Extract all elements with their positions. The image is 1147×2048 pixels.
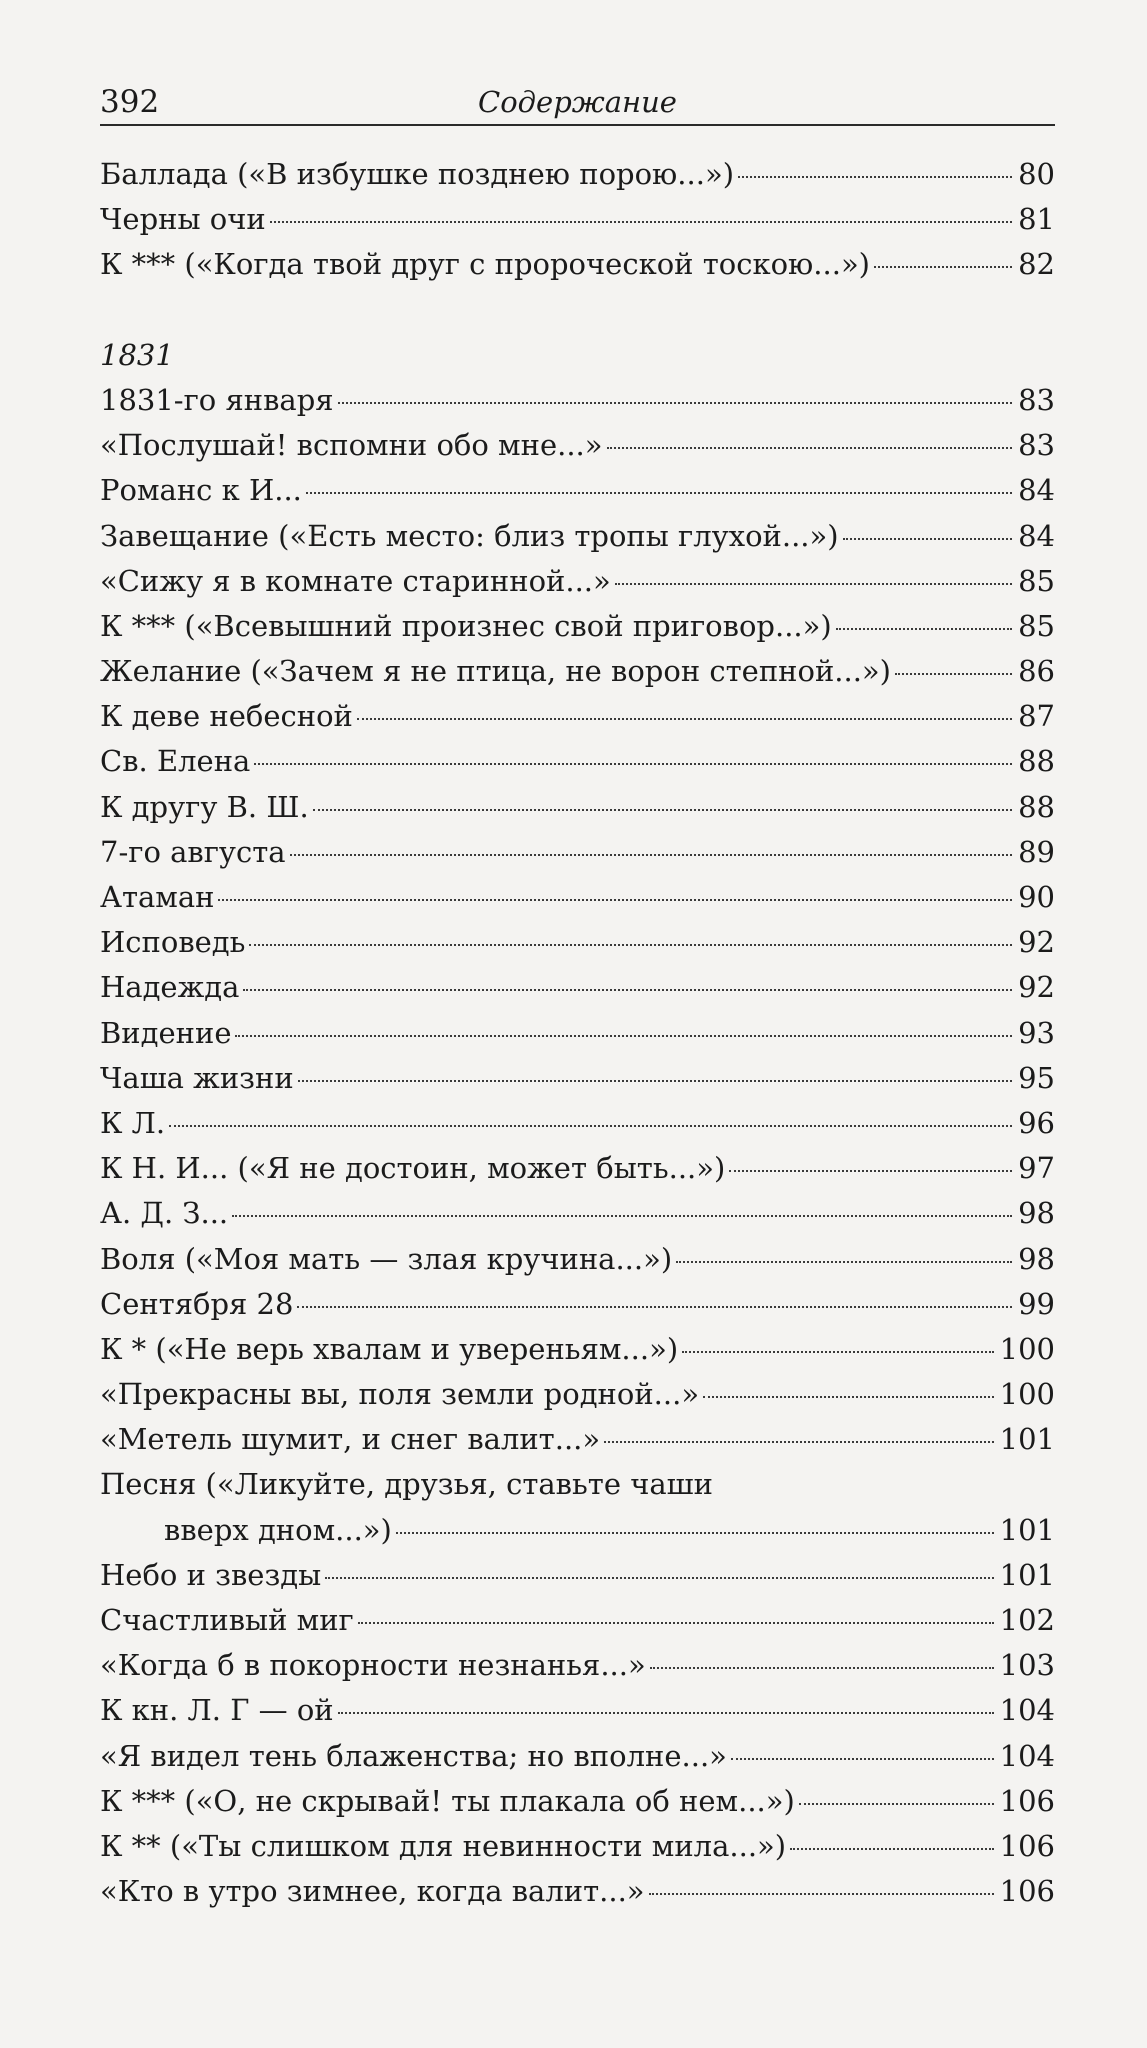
entry-page: 106 (999, 1783, 1055, 1818)
dot-leader (270, 221, 1012, 223)
dot-leader (306, 492, 1012, 494)
dot-leader (338, 402, 1013, 404)
toc-entry (100, 1688, 1055, 1733)
entry-title: 1831-го января (100, 382, 334, 417)
dot-leader (297, 1306, 1012, 1308)
entry-title: Счастливый миг (100, 1603, 354, 1638)
dot-leader (895, 673, 1012, 675)
entry-title: К *** («О, не скрывай! ты плакала об нем...») (100, 1783, 795, 1818)
entry-title: Чаша жизни (100, 1060, 294, 1095)
dot-leader (649, 1893, 994, 1895)
entry-title: «Кто в утро зимнее, когда валит...» (100, 1874, 645, 1909)
entry-page: 103 (999, 1648, 1055, 1683)
entry-title: Черны очи (100, 202, 266, 237)
toc-entry-continuation (100, 1508, 1055, 1553)
entry-page: 92 (1018, 925, 1055, 960)
dot-leader (249, 944, 1012, 946)
toc-entry (100, 875, 1055, 920)
dot-leader (874, 266, 1012, 268)
entry-title: Исповедь (100, 925, 246, 960)
entry-title: Завещание («Есть место: близ тропы глухой...») (100, 518, 839, 553)
dot-leader (738, 176, 1012, 178)
entry-page: 102 (999, 1603, 1055, 1638)
entry-page: 99 (1018, 1286, 1055, 1321)
header-rule (100, 124, 1055, 126)
entry-title: вверх дном...») (164, 1512, 392, 1547)
toc-entry (100, 152, 1055, 197)
toc-entry (100, 197, 1055, 242)
toc-entry (100, 1372, 1055, 1417)
entry-title: Видение (100, 1015, 232, 1050)
entry-page: 87 (1018, 699, 1055, 734)
entry-page: 106 (999, 1874, 1055, 1909)
dot-leader (615, 583, 1012, 585)
entry-title: К Л. (100, 1105, 166, 1140)
entry-title: «Прекрасны вы, поля земли родной...» (100, 1377, 700, 1412)
toc-entry (100, 423, 1055, 468)
entry-page: 80 (1018, 157, 1055, 191)
entry-title: К деве небесной (100, 699, 353, 734)
dot-leader (254, 763, 1012, 765)
entry-page: 98 (1018, 1196, 1055, 1231)
dot-leader (243, 989, 1012, 991)
entry-page: 100 (999, 1331, 1055, 1366)
entry-title: К ** («Ты слишком для невинности мила...») (100, 1828, 787, 1863)
section-year-heading: 1831 (100, 337, 174, 372)
entry-title: К *** («Всевышний произнес свой приговор...») (100, 608, 832, 643)
entry-page: 104 (999, 1693, 1055, 1728)
toc-entry (100, 739, 1055, 784)
toc-entry (100, 1462, 1055, 1507)
table-of-contents (100, 152, 1055, 1914)
dot-leader (799, 1803, 994, 1805)
entry-title: «Послушай! вспомни обо мне...» (100, 428, 603, 463)
dot-leader (313, 809, 1012, 811)
entry-page: 85 (1018, 563, 1055, 598)
entry-title: Романс к И... (100, 473, 302, 508)
dot-leader (676, 1261, 1012, 1263)
entry-page: 83 (1018, 428, 1055, 463)
entry-title: Небо и звезды (100, 1557, 322, 1592)
dot-leader (607, 447, 1013, 449)
entry-title: К кн. Л. Г — ой (100, 1693, 334, 1728)
dot-leader (358, 1622, 994, 1624)
toc-entry (100, 920, 1055, 965)
dot-leader (325, 1577, 993, 1579)
toc-entry (100, 694, 1055, 739)
toc-entry (100, 468, 1055, 513)
toc-entry (100, 965, 1055, 1010)
entry-title: «Метель шумит, и снег валит...» (100, 1422, 601, 1457)
dot-leader (290, 854, 1013, 856)
entry-title: К * («Не верь хвалам и увереньям...») (100, 1331, 679, 1366)
toc-entry (100, 1869, 1055, 1914)
toc-entry (100, 559, 1055, 604)
toc-entry (100, 1824, 1055, 1869)
entry-page: 93 (1018, 1015, 1055, 1050)
page-number: 392 (100, 84, 160, 120)
entry-title: Св. Елена (100, 744, 251, 779)
dot-leader (235, 1035, 1012, 1037)
dot-leader (298, 1080, 1012, 1082)
entry-page: 83 (1018, 382, 1055, 417)
page-header (100, 82, 1055, 130)
entry-title: Сентября 28 (100, 1286, 294, 1321)
toc-entry (100, 649, 1055, 694)
toc-entry (100, 1101, 1055, 1146)
entry-page: 84 (1018, 473, 1055, 508)
entry-page: 100 (999, 1377, 1055, 1412)
entry-page: 104 (999, 1738, 1055, 1773)
entry-title: Воля («Моя мать — злая кручина...») (100, 1241, 673, 1276)
entry-title: К другу В. Ш. (100, 789, 309, 824)
entry-page: 101 (999, 1422, 1055, 1457)
toc-entry (100, 1056, 1055, 1101)
dot-leader (650, 1667, 994, 1669)
entry-title: Желание («Зачем я не птица, не ворон степной...») (100, 654, 891, 689)
toc-entry (100, 242, 1055, 287)
toc-entry (100, 1643, 1055, 1688)
entry-title: Атаман (100, 880, 215, 915)
toc-entry (100, 604, 1055, 649)
entry-page: 106 (999, 1828, 1055, 1863)
entry-page: 92 (1018, 970, 1055, 1005)
dot-leader (604, 1441, 994, 1443)
entry-page: 90 (1018, 880, 1055, 915)
toc-entry (100, 1237, 1055, 1282)
entry-page: 82 (1018, 247, 1055, 282)
entry-page: 101 (999, 1512, 1055, 1547)
toc-entry (100, 1598, 1055, 1643)
dot-leader (396, 1532, 994, 1534)
toc-entry (100, 1146, 1055, 1191)
dot-leader (218, 899, 1012, 901)
entry-title: К Н. И... («Я не достоин, может быть...») (100, 1151, 726, 1186)
dot-leader (682, 1351, 994, 1353)
dot-leader (703, 1396, 994, 1398)
dot-leader (729, 1170, 1012, 1172)
toc-entry (100, 1779, 1055, 1824)
entry-page: 95 (1018, 1060, 1055, 1095)
entry-page: 101 (999, 1557, 1055, 1592)
page-title: Содержание (478, 85, 677, 119)
dot-leader (790, 1848, 994, 1850)
entry-page: 88 (1018, 789, 1055, 824)
dot-leader (169, 1125, 1012, 1127)
entry-page: 97 (1018, 1151, 1055, 1186)
dot-leader (836, 628, 1012, 630)
entry-title: А. Д. З... (100, 1196, 229, 1231)
entry-title: Надежда (100, 970, 240, 1005)
entry-title: «Сижу я в комнате старинной...» (100, 563, 611, 598)
dot-leader (338, 1712, 994, 1714)
toc-entry (100, 1734, 1055, 1779)
toc-entry (100, 1191, 1055, 1236)
dot-leader (731, 1758, 994, 1760)
dot-leader (843, 538, 1013, 540)
toc-entry (100, 785, 1055, 830)
entry-title: Песня («Ликуйте, друзья, ставьте чаши (100, 1467, 713, 1502)
entry-title: К *** («Когда твой друг с пророческой тоскою...») (100, 247, 871, 282)
entry-page: 96 (1018, 1105, 1055, 1140)
entry-page: 88 (1018, 744, 1055, 779)
toc-entry (100, 514, 1055, 559)
entry-page: 89 (1018, 834, 1055, 869)
toc-entry (100, 1417, 1055, 1462)
toc-entry (100, 378, 1055, 423)
entry-title: Баллада («В избушке позднею порою...») (100, 157, 735, 191)
entry-page: 84 (1018, 518, 1055, 553)
toc-entry (100, 830, 1055, 875)
toc-entry (100, 1553, 1055, 1598)
entry-page: 86 (1018, 654, 1055, 689)
entry-page: 85 (1018, 608, 1055, 643)
toc-entry (100, 1011, 1055, 1056)
entry-title: 7-го августа (100, 834, 286, 869)
entry-page: 81 (1018, 202, 1055, 237)
entry-page: 98 (1018, 1241, 1055, 1276)
entry-title: «Когда б в покорности незнанья...» (100, 1648, 646, 1683)
toc-entry (100, 1282, 1055, 1327)
dot-leader (357, 718, 1012, 720)
toc-entry (100, 1327, 1055, 1372)
entry-title: «Я видел тень блаженства; но вполне...» (100, 1738, 727, 1773)
dot-leader (232, 1215, 1012, 1217)
